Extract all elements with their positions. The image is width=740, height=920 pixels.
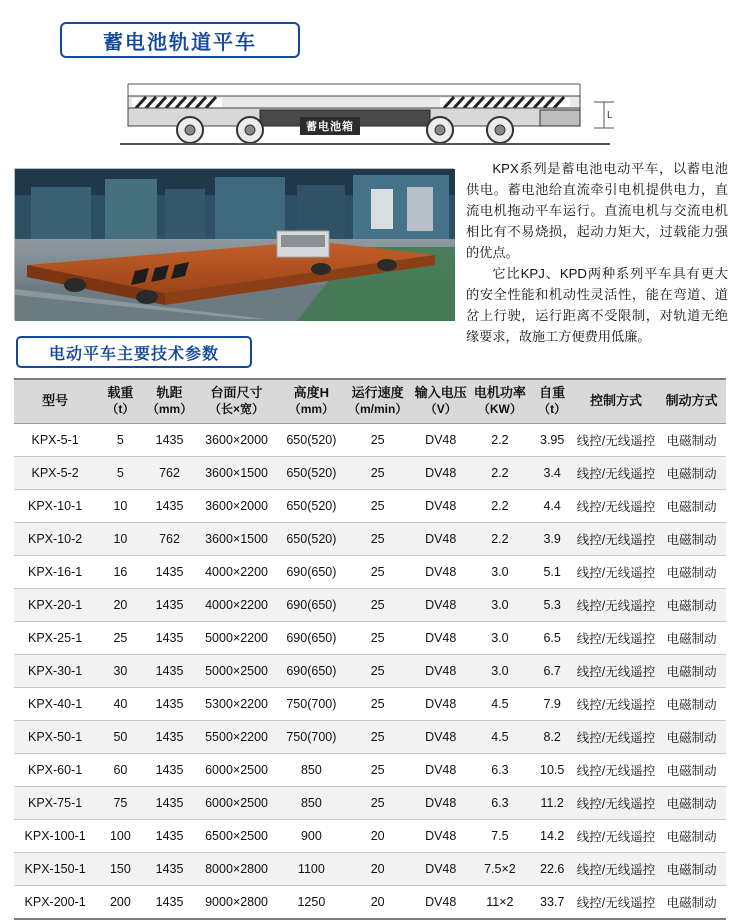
cell-ctrl: 线控/无线遥控 <box>575 457 657 490</box>
cell-brake: 电磁制动 <box>657 787 726 820</box>
col-load-sub: （t） <box>106 402 135 416</box>
cell-weight: 4.4 <box>530 490 575 523</box>
col-model <box>14 379 96 424</box>
table-row <box>14 886 726 920</box>
col-power <box>470 379 529 424</box>
cell-load: 75 <box>96 787 144 820</box>
cell-power: 6.3 <box>470 787 529 820</box>
battery-box-label: 蓄电池箱 <box>300 117 360 135</box>
col-brake <box>657 379 726 424</box>
cell-load: 30 <box>96 655 144 688</box>
cell-speed: 25 <box>344 556 411 589</box>
cell-model: KPX-50-1 <box>14 721 96 754</box>
cell-voltage: DV48 <box>411 655 470 688</box>
col-height-sub: （mm） <box>288 402 335 416</box>
cell-size: 5000×2500 <box>194 655 278 688</box>
col-speed-sub: （m/min） <box>348 402 408 416</box>
cell-brake: 电磁制动 <box>657 886 726 920</box>
cell-height: 850 <box>279 754 344 787</box>
cell-power: 4.5 <box>470 721 529 754</box>
cell-gauge: 1435 <box>145 589 195 622</box>
cell-voltage: DV48 <box>411 556 470 589</box>
cell-brake: 电磁制动 <box>657 853 726 886</box>
col-weight <box>530 379 575 424</box>
col-weight-title: 自重 <box>539 385 566 400</box>
cell-ctrl: 线控/无线遥控 <box>575 589 657 622</box>
col-gauge-title: 轨距 <box>156 385 183 400</box>
col-control-title: 控制方式 <box>589 393 642 408</box>
cell-brake: 电磁制动 <box>657 721 726 754</box>
cell-model: KPX-150-1 <box>14 853 96 886</box>
cell-speed: 25 <box>344 622 411 655</box>
cell-size: 4000×2200 <box>194 556 278 589</box>
cell-voltage: DV48 <box>411 622 470 655</box>
cell-speed: 25 <box>344 754 411 787</box>
cell-brake: 电磁制动 <box>657 490 726 523</box>
cell-ctrl: 线控/无线遥控 <box>575 424 657 457</box>
spec-table <box>14 378 726 920</box>
cell-speed: 25 <box>344 457 411 490</box>
col-speed-title: 运行速度 <box>351 385 404 400</box>
cell-gauge: 1435 <box>145 853 195 886</box>
description-paragraph-2: 它比KPJ、KPD两种系列平车具有更大的安全性能和机动性灵活性，能在弯道、道岔上行驶，运行距离不受限制，对轨道无绝缘要求，故施工方便费用低廉。 <box>466 266 728 344</box>
cell-gauge: 1435 <box>145 622 195 655</box>
cell-model: KPX-25-1 <box>14 622 96 655</box>
cell-height: 1250 <box>279 886 344 920</box>
cell-load: 200 <box>96 886 144 920</box>
cell-ctrl: 线控/无线遥控 <box>575 853 657 886</box>
cell-size: 5000×2200 <box>194 622 278 655</box>
cell-power: 7.5×2 <box>470 853 529 886</box>
product-photo <box>14 168 454 320</box>
cell-power: 11×2 <box>470 886 529 920</box>
col-load <box>96 379 144 424</box>
cell-ctrl: 线控/无线遥控 <box>575 622 657 655</box>
cell-height: 650(520) <box>279 523 344 556</box>
cell-weight: 5.1 <box>530 556 575 589</box>
product-photo-image <box>15 169 455 321</box>
col-voltage-title: 输入电压 <box>414 385 467 400</box>
col-brake-title: 制动方式 <box>665 393 718 408</box>
cell-ctrl: 线控/无线遥控 <box>575 523 657 556</box>
cell-height: 850 <box>279 787 344 820</box>
cell-ctrl: 线控/无线遥控 <box>575 721 657 754</box>
cell-ctrl: 线控/无线遥控 <box>575 754 657 787</box>
cell-voltage: DV48 <box>411 820 470 853</box>
description-paragraph-1: KPX系列是蓄电池电动平车，以蓄电池供电。蓄电池给直流牵引电机提供电力，直流电机拖动平车运行。直流电机与交流电机相比有不易烧损，起动力矩大，过载能力强的优点。 <box>466 161 728 260</box>
cell-weight: 14.2 <box>530 820 575 853</box>
cell-weight: 33.7 <box>530 886 575 920</box>
cell-ctrl: 线控/无线遥控 <box>575 556 657 589</box>
cell-speed: 25 <box>344 787 411 820</box>
col-height <box>279 379 344 424</box>
cell-gauge: 1435 <box>145 820 195 853</box>
cell-ctrl: 线控/无线遥控 <box>575 820 657 853</box>
cell-size: 6000×2500 <box>194 787 278 820</box>
cell-gauge: 762 <box>145 457 195 490</box>
page-title: 蓄电池轨道平车 <box>103 31 257 54</box>
cell-size: 3600×1500 <box>194 457 278 490</box>
cell-speed: 25 <box>344 721 411 754</box>
cell-gauge: 1435 <box>145 556 195 589</box>
cell-voltage: DV48 <box>411 523 470 556</box>
cell-speed: 20 <box>344 820 411 853</box>
cell-model: KPX-5-2 <box>14 457 96 490</box>
cell-size: 3600×2000 <box>194 490 278 523</box>
cell-height: 690(650) <box>279 589 344 622</box>
table-header-row <box>14 379 726 424</box>
cell-voltage: DV48 <box>411 457 470 490</box>
cell-height: 650(520) <box>279 490 344 523</box>
cell-height: 650(520) <box>279 457 344 490</box>
cell-size: 5300×2200 <box>194 688 278 721</box>
cell-power: 2.2 <box>470 457 529 490</box>
cell-height: 1100 <box>279 853 344 886</box>
cell-height: 690(650) <box>279 556 344 589</box>
cell-voltage: DV48 <box>411 721 470 754</box>
table-row <box>14 853 726 886</box>
cell-power: 2.2 <box>470 523 529 556</box>
table-row <box>14 754 726 787</box>
col-table-size-title: 台面尺寸 <box>210 385 263 400</box>
cell-brake: 电磁制动 <box>657 622 726 655</box>
cell-gauge: 1435 <box>145 688 195 721</box>
cell-gauge: 1435 <box>145 490 195 523</box>
cell-size: 3600×2000 <box>194 424 278 457</box>
col-control <box>575 379 657 424</box>
cell-weight: 11.2 <box>530 787 575 820</box>
col-speed <box>344 379 411 424</box>
cell-model: KPX-200-1 <box>14 886 96 920</box>
cell-height: 900 <box>279 820 344 853</box>
cell-power: 3.0 <box>470 655 529 688</box>
cell-power: 7.5 <box>470 820 529 853</box>
cell-load: 10 <box>96 490 144 523</box>
table-row <box>14 622 726 655</box>
cell-model: KPX-5-1 <box>14 424 96 457</box>
cell-voltage: DV48 <box>411 853 470 886</box>
spec-table-wrap <box>14 378 726 920</box>
cell-model: KPX-30-1 <box>14 655 96 688</box>
cell-ctrl: 线控/无线遥控 <box>575 490 657 523</box>
cell-ctrl: 线控/无线遥控 <box>575 688 657 721</box>
cell-power: 3.0 <box>470 622 529 655</box>
cell-brake: 电磁制动 <box>657 688 726 721</box>
cell-model: KPX-75-1 <box>14 787 96 820</box>
cell-ctrl: 线控/无线遥控 <box>575 655 657 688</box>
table-row <box>14 589 726 622</box>
cell-model: KPX-60-1 <box>14 754 96 787</box>
table-row <box>14 523 726 556</box>
cell-speed: 20 <box>344 853 411 886</box>
col-table-size-sub: （长×宽） <box>209 402 265 416</box>
cell-model: KPX-10-1 <box>14 490 96 523</box>
cell-voltage: DV48 <box>411 688 470 721</box>
cell-weight: 22.6 <box>530 853 575 886</box>
transfer-cart-diagram <box>110 72 630 150</box>
table-row <box>14 424 726 457</box>
cell-speed: 25 <box>344 490 411 523</box>
cell-speed: 25 <box>344 589 411 622</box>
table-row <box>14 655 726 688</box>
cell-weight: 7.9 <box>530 688 575 721</box>
col-table-size <box>194 379 278 424</box>
cell-load: 5 <box>96 457 144 490</box>
table-row <box>14 556 726 589</box>
cell-load: 150 <box>96 853 144 886</box>
cell-speed: 25 <box>344 424 411 457</box>
cell-model: KPX-16-1 <box>14 556 96 589</box>
cell-model: KPX-100-1 <box>14 820 96 853</box>
cell-voltage: DV48 <box>411 424 470 457</box>
cell-brake: 电磁制动 <box>657 457 726 490</box>
col-power-title: 电机功率 <box>473 385 526 400</box>
cell-size: 9000×2800 <box>194 886 278 920</box>
cell-weight: 3.9 <box>530 523 575 556</box>
col-weight-sub: （t） <box>538 402 567 416</box>
cell-size: 4000×2200 <box>194 589 278 622</box>
svg-text:L: L <box>607 110 613 121</box>
cell-height: 750(700) <box>279 688 344 721</box>
cell-voltage: DV48 <box>411 490 470 523</box>
cell-weight: 10.5 <box>530 754 575 787</box>
cell-power: 2.2 <box>470 424 529 457</box>
cell-size: 8000×2800 <box>194 853 278 886</box>
cell-load: 5 <box>96 424 144 457</box>
cell-size: 3600×1500 <box>194 523 278 556</box>
cell-gauge: 1435 <box>145 787 195 820</box>
cell-height: 750(700) <box>279 721 344 754</box>
col-model-title: 型号 <box>42 393 69 408</box>
col-voltage <box>411 379 470 424</box>
cell-brake: 电磁制动 <box>657 556 726 589</box>
cell-weight: 6.5 <box>530 622 575 655</box>
cell-brake: 电磁制动 <box>657 655 726 688</box>
cell-power: 6.3 <box>470 754 529 787</box>
col-height-title: 高度H <box>293 385 330 400</box>
cell-model: KPX-10-2 <box>14 523 96 556</box>
section-title-banner <box>16 336 252 368</box>
cell-weight: 5.3 <box>530 589 575 622</box>
table-row <box>14 490 726 523</box>
cell-brake: 电磁制动 <box>657 424 726 457</box>
cell-gauge: 1435 <box>145 424 195 457</box>
cell-brake: 电磁制动 <box>657 820 726 853</box>
cell-weight: 6.7 <box>530 655 575 688</box>
spec-table-body <box>14 424 726 920</box>
cell-gauge: 762 <box>145 523 195 556</box>
col-voltage-sub: （V） <box>424 402 457 416</box>
cell-load: 60 <box>96 754 144 787</box>
cell-gauge: 1435 <box>145 721 195 754</box>
cell-power: 2.2 <box>470 490 529 523</box>
cell-voltage: DV48 <box>411 886 470 920</box>
cell-model: KPX-20-1 <box>14 589 96 622</box>
cell-size: 6000×2500 <box>194 754 278 787</box>
cell-voltage: DV48 <box>411 589 470 622</box>
cell-load: 40 <box>96 688 144 721</box>
cell-load: 16 <box>96 556 144 589</box>
cell-voltage: DV48 <box>411 787 470 820</box>
cell-model: KPX-40-1 <box>14 688 96 721</box>
cell-gauge: 1435 <box>145 754 195 787</box>
cell-speed: 25 <box>344 655 411 688</box>
technical-drawing <box>110 72 630 150</box>
table-row <box>14 787 726 820</box>
cell-weight: 3.4 <box>530 457 575 490</box>
cell-ctrl: 线控/无线遥控 <box>575 886 657 920</box>
spec-table-head <box>14 379 726 424</box>
cell-height: 690(650) <box>279 622 344 655</box>
col-gauge-sub: （mm） <box>146 402 193 416</box>
cell-weight: 3.95 <box>530 424 575 457</box>
table-row <box>14 721 726 754</box>
cell-power: 4.5 <box>470 688 529 721</box>
cell-speed: 20 <box>344 886 411 920</box>
cell-voltage: DV48 <box>411 754 470 787</box>
cell-size: 6500×2500 <box>194 820 278 853</box>
cell-load: 100 <box>96 820 144 853</box>
cell-weight: 8.2 <box>530 721 575 754</box>
cell-power: 3.0 <box>470 589 529 622</box>
cell-height: 650(520) <box>279 424 344 457</box>
cell-load: 20 <box>96 589 144 622</box>
cell-speed: 25 <box>344 523 411 556</box>
cell-load: 50 <box>96 721 144 754</box>
col-power-sub: （KW） <box>477 402 522 416</box>
table-row <box>14 820 726 853</box>
cell-ctrl: 线控/无线遥控 <box>575 787 657 820</box>
cell-load: 10 <box>96 523 144 556</box>
table-row <box>14 457 726 490</box>
cell-gauge: 1435 <box>145 886 195 920</box>
product-description <box>466 158 728 347</box>
page-title-banner <box>60 22 300 58</box>
section-title: 电动平车主要技术参数 <box>48 345 219 363</box>
col-load-title: 载重 <box>107 385 134 400</box>
cell-height: 690(650) <box>279 655 344 688</box>
cell-brake: 电磁制动 <box>657 589 726 622</box>
cell-size: 5500×2200 <box>194 721 278 754</box>
table-row <box>14 688 726 721</box>
cell-power: 3.0 <box>470 556 529 589</box>
cell-brake: 电磁制动 <box>657 754 726 787</box>
cell-load: 25 <box>96 622 144 655</box>
cell-gauge: 1435 <box>145 655 195 688</box>
cell-speed: 25 <box>344 688 411 721</box>
col-gauge <box>145 379 195 424</box>
cell-brake: 电磁制动 <box>657 523 726 556</box>
